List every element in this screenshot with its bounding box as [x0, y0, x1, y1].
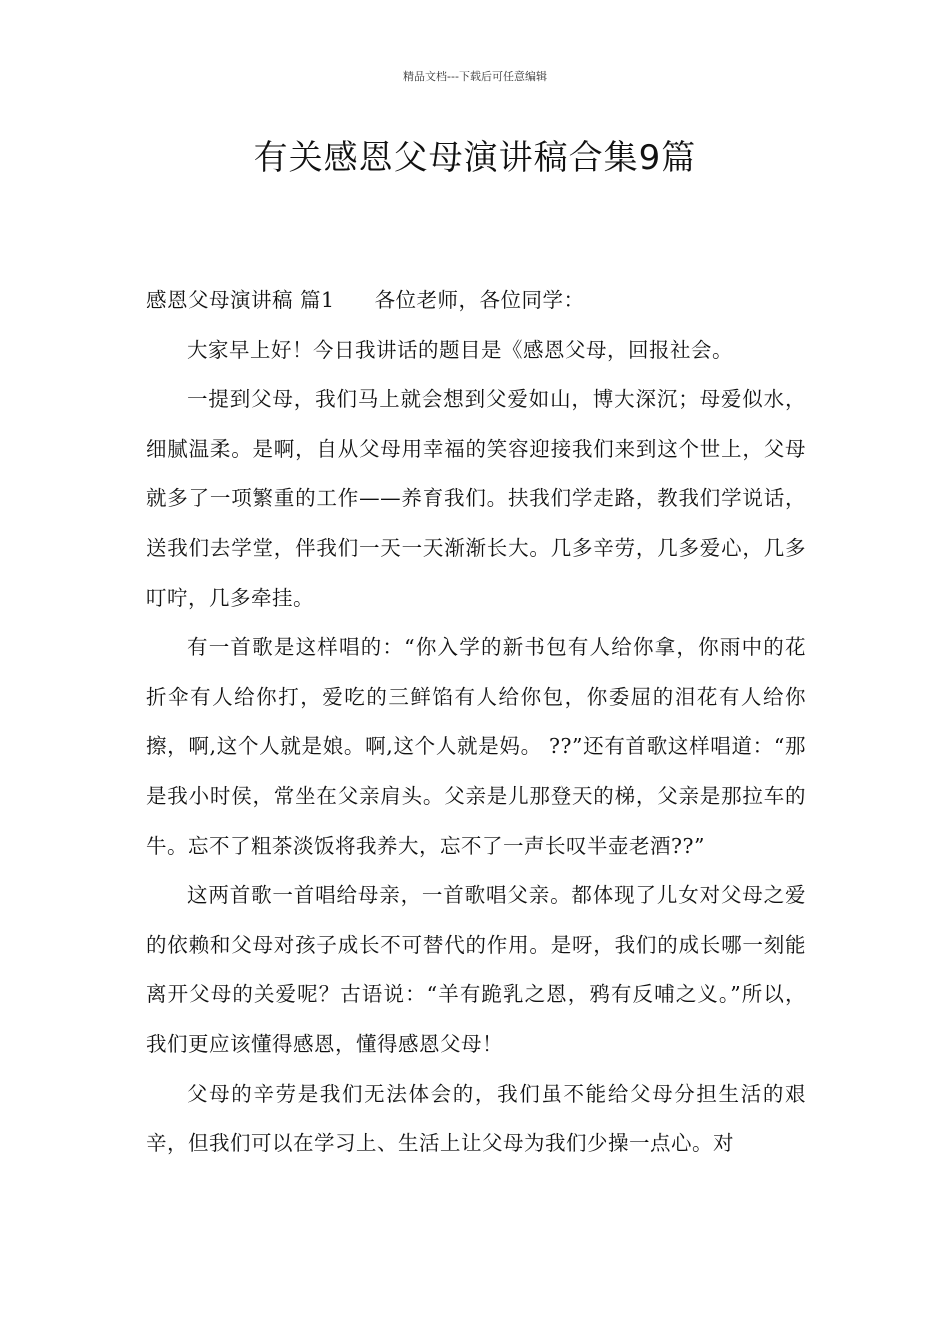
header-note: 精品文档---下载后可任意编辑 — [403, 70, 547, 83]
document-body — [146, 276, 806, 1169]
paragraph: 有一首歌是这样唱的：“你入学的新书包有人给你拿，你雨中的花折伞有人给你打，爱吃的三鲜馅有人给你包，你委屈的泪花有人给你擦，啊,这个人就是娘。啊,这个人就是妈。 ??”还有首歌这样唱道：“那是我小时侯，常坐在父亲肩头。父亲是儿那登天的梯，父亲是那拉车的牛。忘不了粗茶淡饭将我养大，忘不了一声长叹半壶老酒??” — [146, 635, 806, 858]
paragraph: 大家早上好！今日我讲话的题目是《感恩父母，回报社会。 — [187, 337, 733, 362]
section-heading-line — [146, 276, 806, 326]
paragraph: 这两首歌一首唱给母亲，一首歌唱父亲。都体现了儿女对父母之爱的依赖和父母对孩子成长不可替代的作用。是呀，我们的成长哪一刻能离开父母的关爱呢？古语说：“羊有跪乳之恩，鸦有反哺之义。”所以，我们更应该懂得感恩，懂得感恩父母！ — [146, 883, 806, 1056]
section-label: 感恩父母演讲稿 篇1 — [146, 288, 335, 312]
document-title: 有关感恩父母演讲稿合集9篇 — [253, 138, 697, 178]
greeting: 各位老师，各位同学： — [374, 288, 585, 312]
paragraph: 一提到父母，我们马上就会想到父爱如山，博大深沉；母爱似水，细腻温柔。是啊，自从父母用幸福的笑容迎接我们来到这个世上，父母就多了一项繁重的工作——养育我们。扶我们学走路，教我们学说话，送我们去学堂，伴我们一天一天渐渐长大。几多辛劳，几多爱心，几多叮咛，几多牵挂。 — [146, 387, 806, 610]
paragraph: 父母的辛劳是我们无法体会的，我们虽不能给父母分担生活的艰辛，但我们可以在学习上、生活上让父母为我们少操一点心。对 — [146, 1081, 806, 1156]
